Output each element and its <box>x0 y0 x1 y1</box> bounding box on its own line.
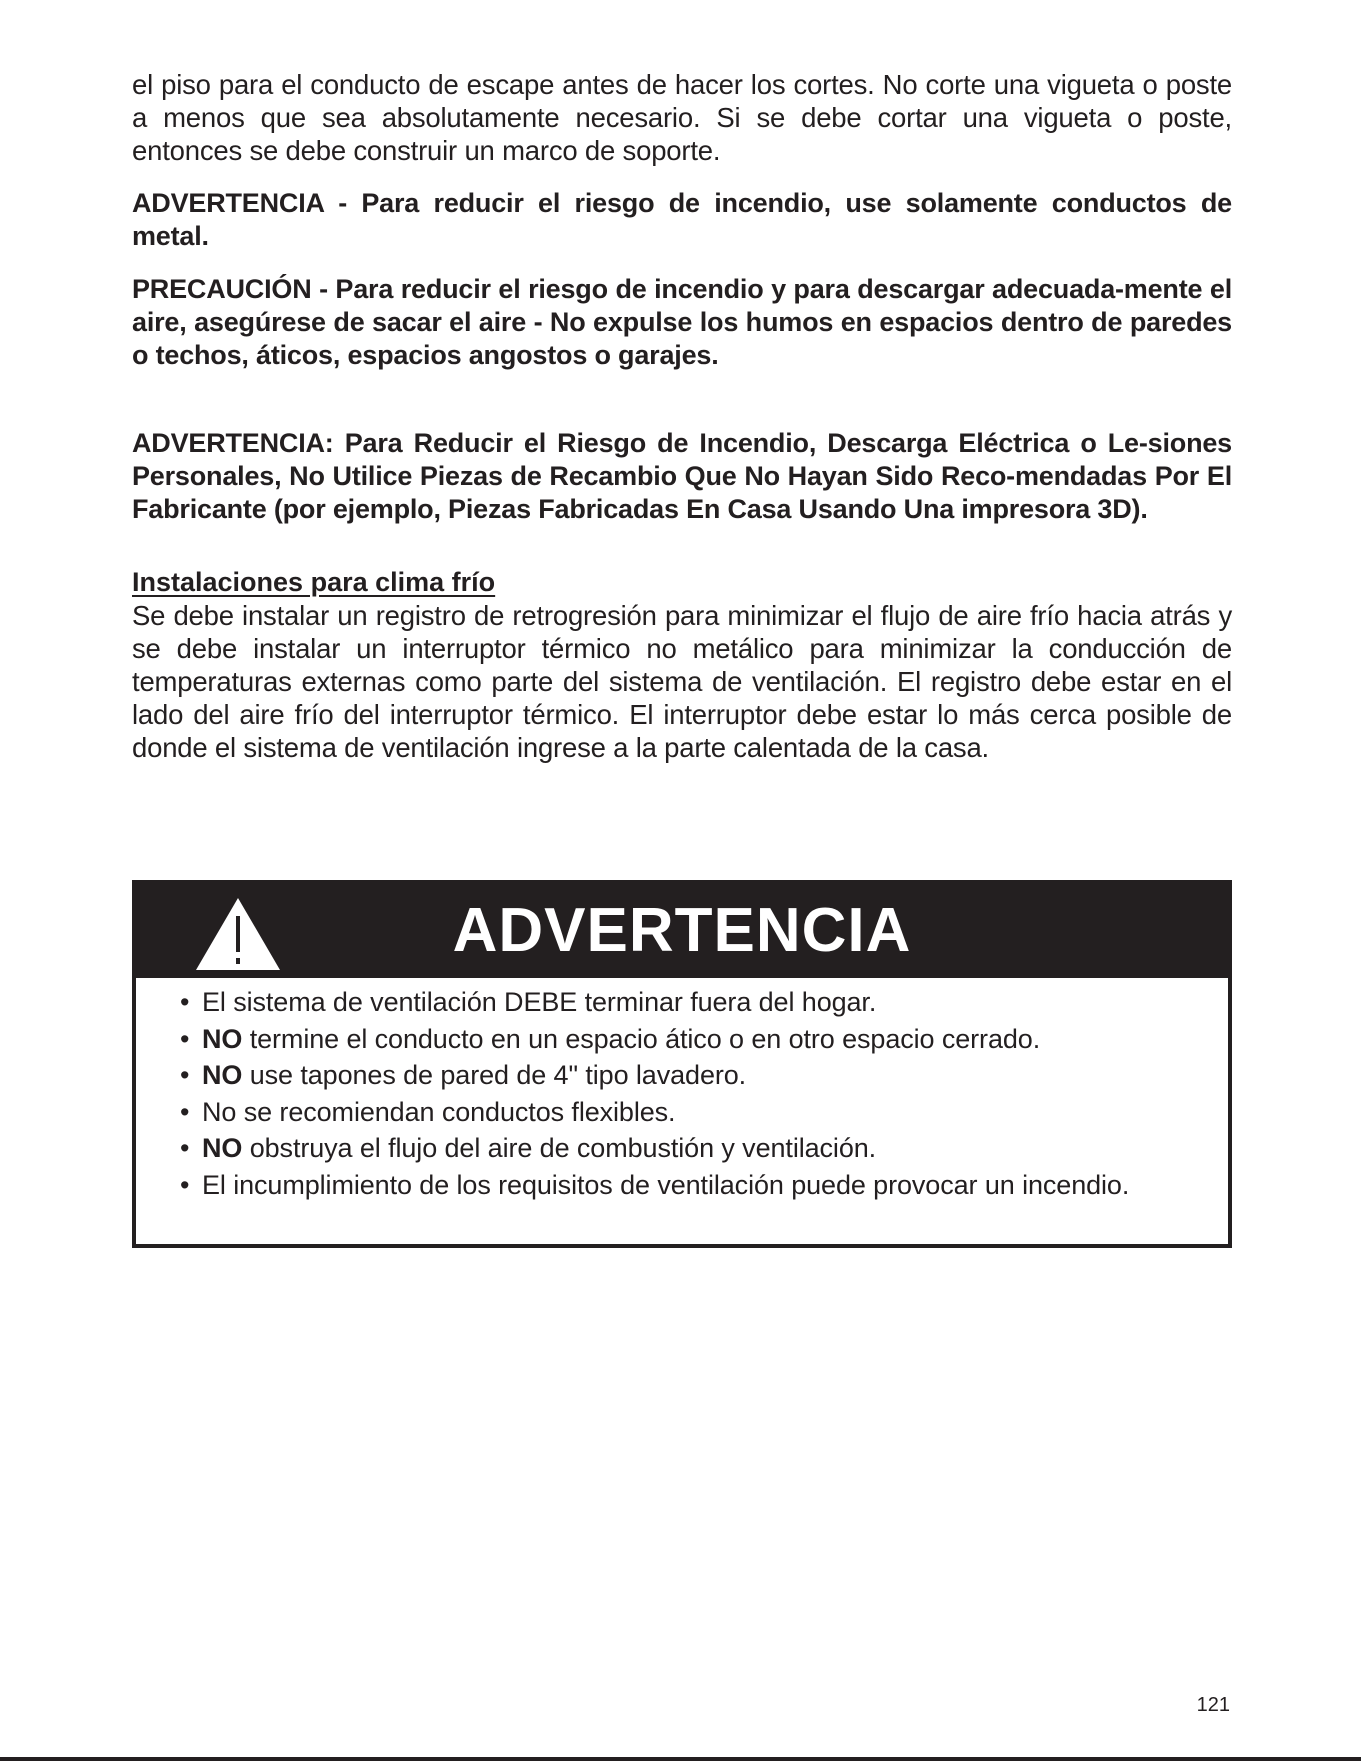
warning-item: • NO termine el conducto en un espacio ático o en otro espacio cerrado. <box>180 1021 1190 1058</box>
warning-item: • El incumplimiento de los requisitos de ventilación puede provocar un incendio. <box>180 1167 1190 1204</box>
page-content <box>132 68 1232 764</box>
bullet: • <box>180 1023 190 1054</box>
warning-box <box>132 880 1232 1248</box>
bottom-rule <box>0 1757 1361 1761</box>
bullet: • <box>180 1169 190 1200</box>
warning-item: • El sistema de ventilación DEBE terminar fuera del hogar. <box>180 984 1190 1021</box>
page-number: 121 <box>1196 1694 1230 1716</box>
warning-title: ADVERTENCIA <box>452 896 912 965</box>
cold-climate-body: Se debe instalar un registro de retrogresión para minimizar el flujo de aire frío hacia atrás y se debe instalar un interruptor térmico no metálico para minimizar la conducción de temperaturas externas como parte del sistema de ventilación. El registro debe estar en el lado del aire frío del interruptor térmico. El interruptor debe estar lo más cerca posible de donde el sistema de ventilación ingrese a la parte calentada de la casa. <box>132 600 1232 763</box>
bullet: • <box>180 987 190 1017</box>
warning-list <box>180 984 1190 1203</box>
warning-item: • NO use tapones de pared de 4" tipo lavadero. <box>180 1057 1190 1094</box>
caution-paragraph: PRECAUCIÓN - Para reducir el riesgo de incendio y para descargar adecuada-mente el aire, asegúrese de sacar el aire - No expulse los humos en espacios dentro de paredes o techos, áticos, espacios angostos o garajes. <box>132 274 1232 370</box>
intro-paragraph: el piso para el conducto de escape antes de hacer los cortes. No corte una vigueta o poste a menos que sea absolutamente necesario. Si se debe cortar una vigueta o poste, entonces se debe construir un marco de soporte. <box>132 69 1232 166</box>
bullet: • <box>180 1133 190 1163</box>
warning-item: • NO obstruya el flujo del aire de combustión y ventilación. <box>180 1130 1190 1167</box>
bullet: • <box>180 1060 190 1090</box>
bullet: • <box>180 1096 190 1127</box>
replacement-parts-warning: ADVERTENCIA: Para Reducir el Riesgo de Incendio, Descarga Eléctrica o Le-siones Personales, No Utilice Piezas de Recambio Que No Hayan Sido Reco-mendadas Por El Fabricante (por ejemplo, Piezas Fabricadas En Casa Usando Una impresora 3D). <box>132 428 1232 524</box>
metal-duct-warning: ADVERTENCIA - Para reducir el riesgo de incendio, use solamente conductos de metal. <box>132 188 1232 251</box>
warning-item: • No se recomiendan conductos flexibles. <box>180 1094 1190 1131</box>
cold-climate-heading: Instalaciones para clima frío <box>132 567 496 597</box>
warning-header <box>136 884 1228 978</box>
